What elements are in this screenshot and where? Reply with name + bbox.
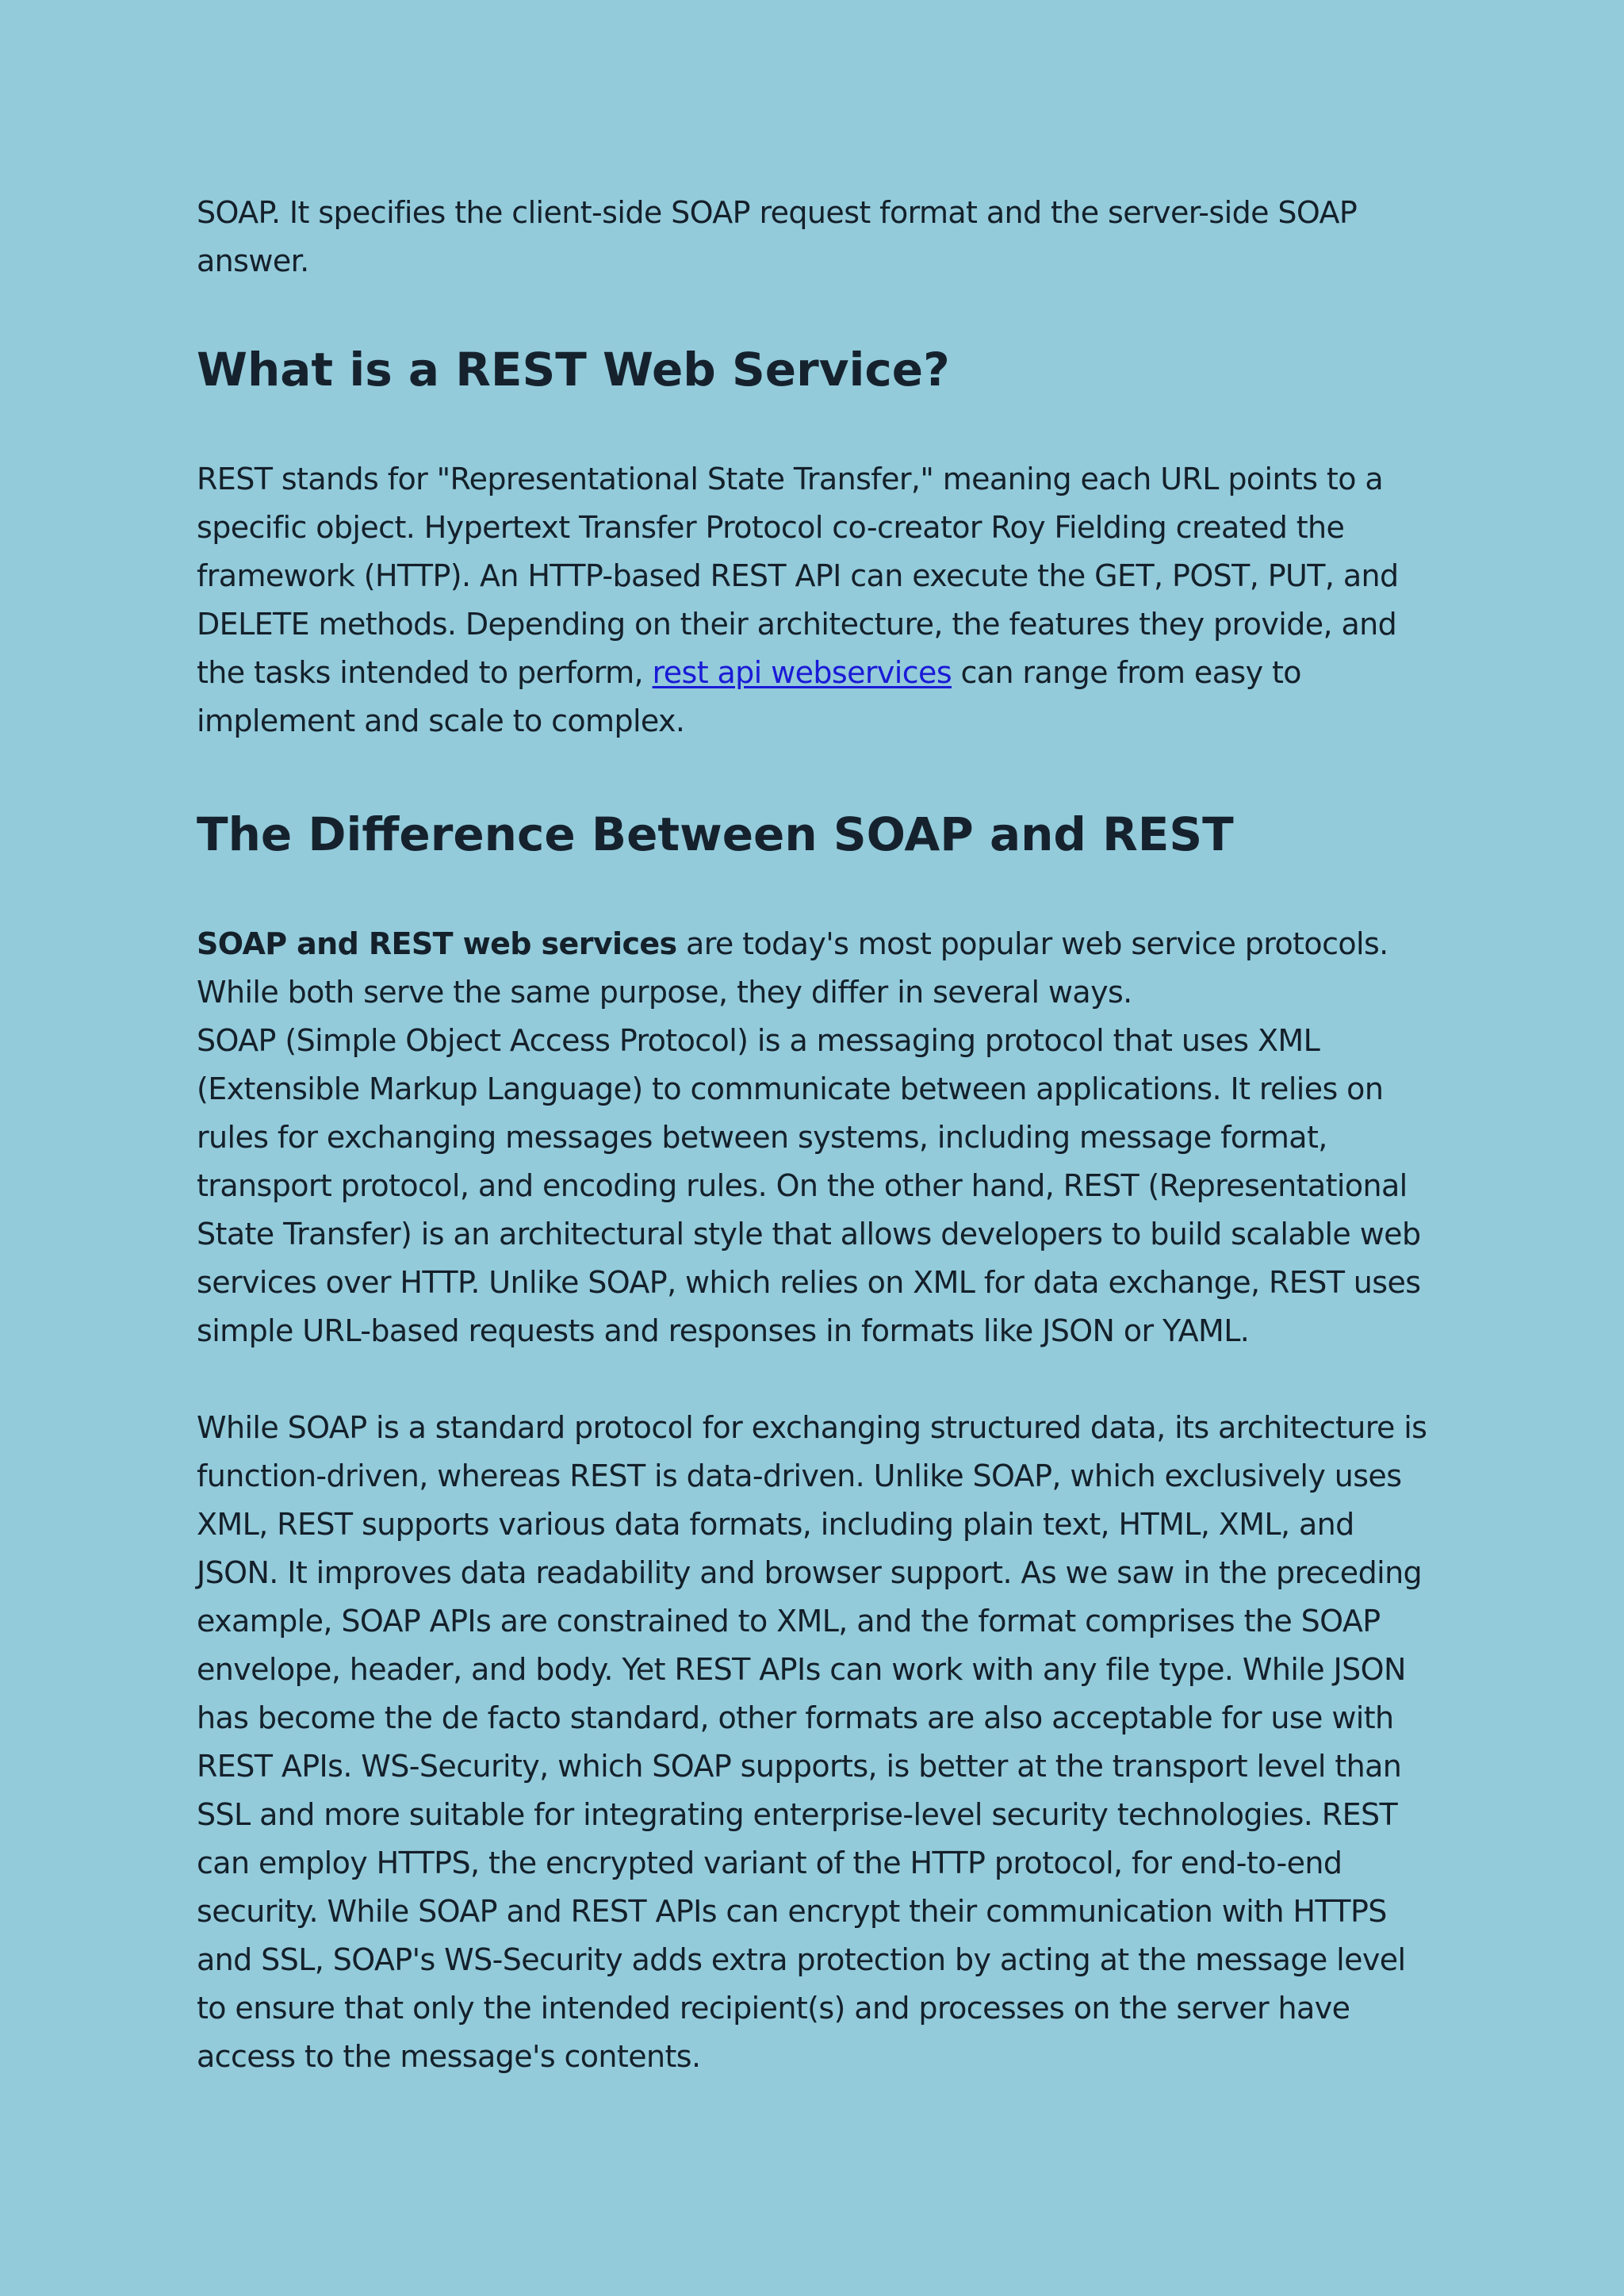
rest-paragraph-text-after: can range from easy to implement and scale to complex. — [197, 655, 1301, 738]
difference-section-heading: The Difference Between SOAP and REST — [197, 807, 1234, 861]
difference-paragraph-soap-rest: SOAP (Simple Object Access Protocol) is a messaging protocol that uses XML (Extensible Markup Language) to communicate between applications. It relies on rules for exchanging messages between systems, including message format, transport protocol, and encoding rules. On the other hand, REST (Representational State Transfer) is an architectural style that allows developers to build scalable web services over HTTP. Unlike SOAP, which relies on XML for data exchange, REST uses simple URL-based requests and responses in formats like JSON or YAML. — [197, 1023, 1421, 1348]
intro-paragraph: SOAP. It specifies the client-side SOAP request format and the server-side SOAP answer. — [197, 195, 1358, 278]
bold-lead-text: SOAP and REST web services — [197, 926, 677, 961]
difference-paragraph-details: While SOAP is a standard protocol for exchanging structured data, its architecture is function-driven, whereas REST is data-driven. Unlike SOAP, which exclusively uses XML, REST supports various data formats, including plain text, HTML, XML, and JSON. It improves data readability and browser support. As we saw in the preceding example, SOAP APIs are constrained to XML, and the format comprises the SOAP envelope, header, and body. Yet REST APIs can work with any file type. While JSON has become the de facto standard, other formats are also acceptable for use with REST APIs. WS-Security, which SOAP supports, is better at the transport level than SSL and more suitable for integrating enterprise-level security technologies. REST can employ HTTPS, the encrypted variant of the HTTP protocol, for end-to-end security. While SOAP and REST APIs can encrypt their communication with HTTPS and SSL, SOAP's WS-Security adds extra protection by acting at the message level to ensure that only the intended recipient(s) and processes on the server have access to the message's contents. — [197, 1410, 1427, 2074]
rest-paragraph-text-before: REST stands for "Representational State Transfer," meaning each URL points to a specific object. Hypertext Transfer Protocol co-creator Roy Fielding created the framework (HTTP). An HTTP-based REST API can execute the GET, POST, PUT, and DELETE methods. Depending on their architecture, the features they provide, and the tasks intended to perform, — [197, 462, 1399, 690]
article-body — [197, 189, 1434, 2081]
rest-section-heading: What is a REST Web Service? — [197, 343, 950, 397]
rest-api-webservices-link[interactable]: rest api webservices — [652, 655, 952, 690]
difference-intro-text: are today's most popular web service protocols. While both serve the same purpose, they differ in several ways. — [197, 926, 1388, 1010]
difference-paragraph-intro — [197, 920, 1434, 1017]
rest-section-paragraph — [197, 455, 1434, 746]
